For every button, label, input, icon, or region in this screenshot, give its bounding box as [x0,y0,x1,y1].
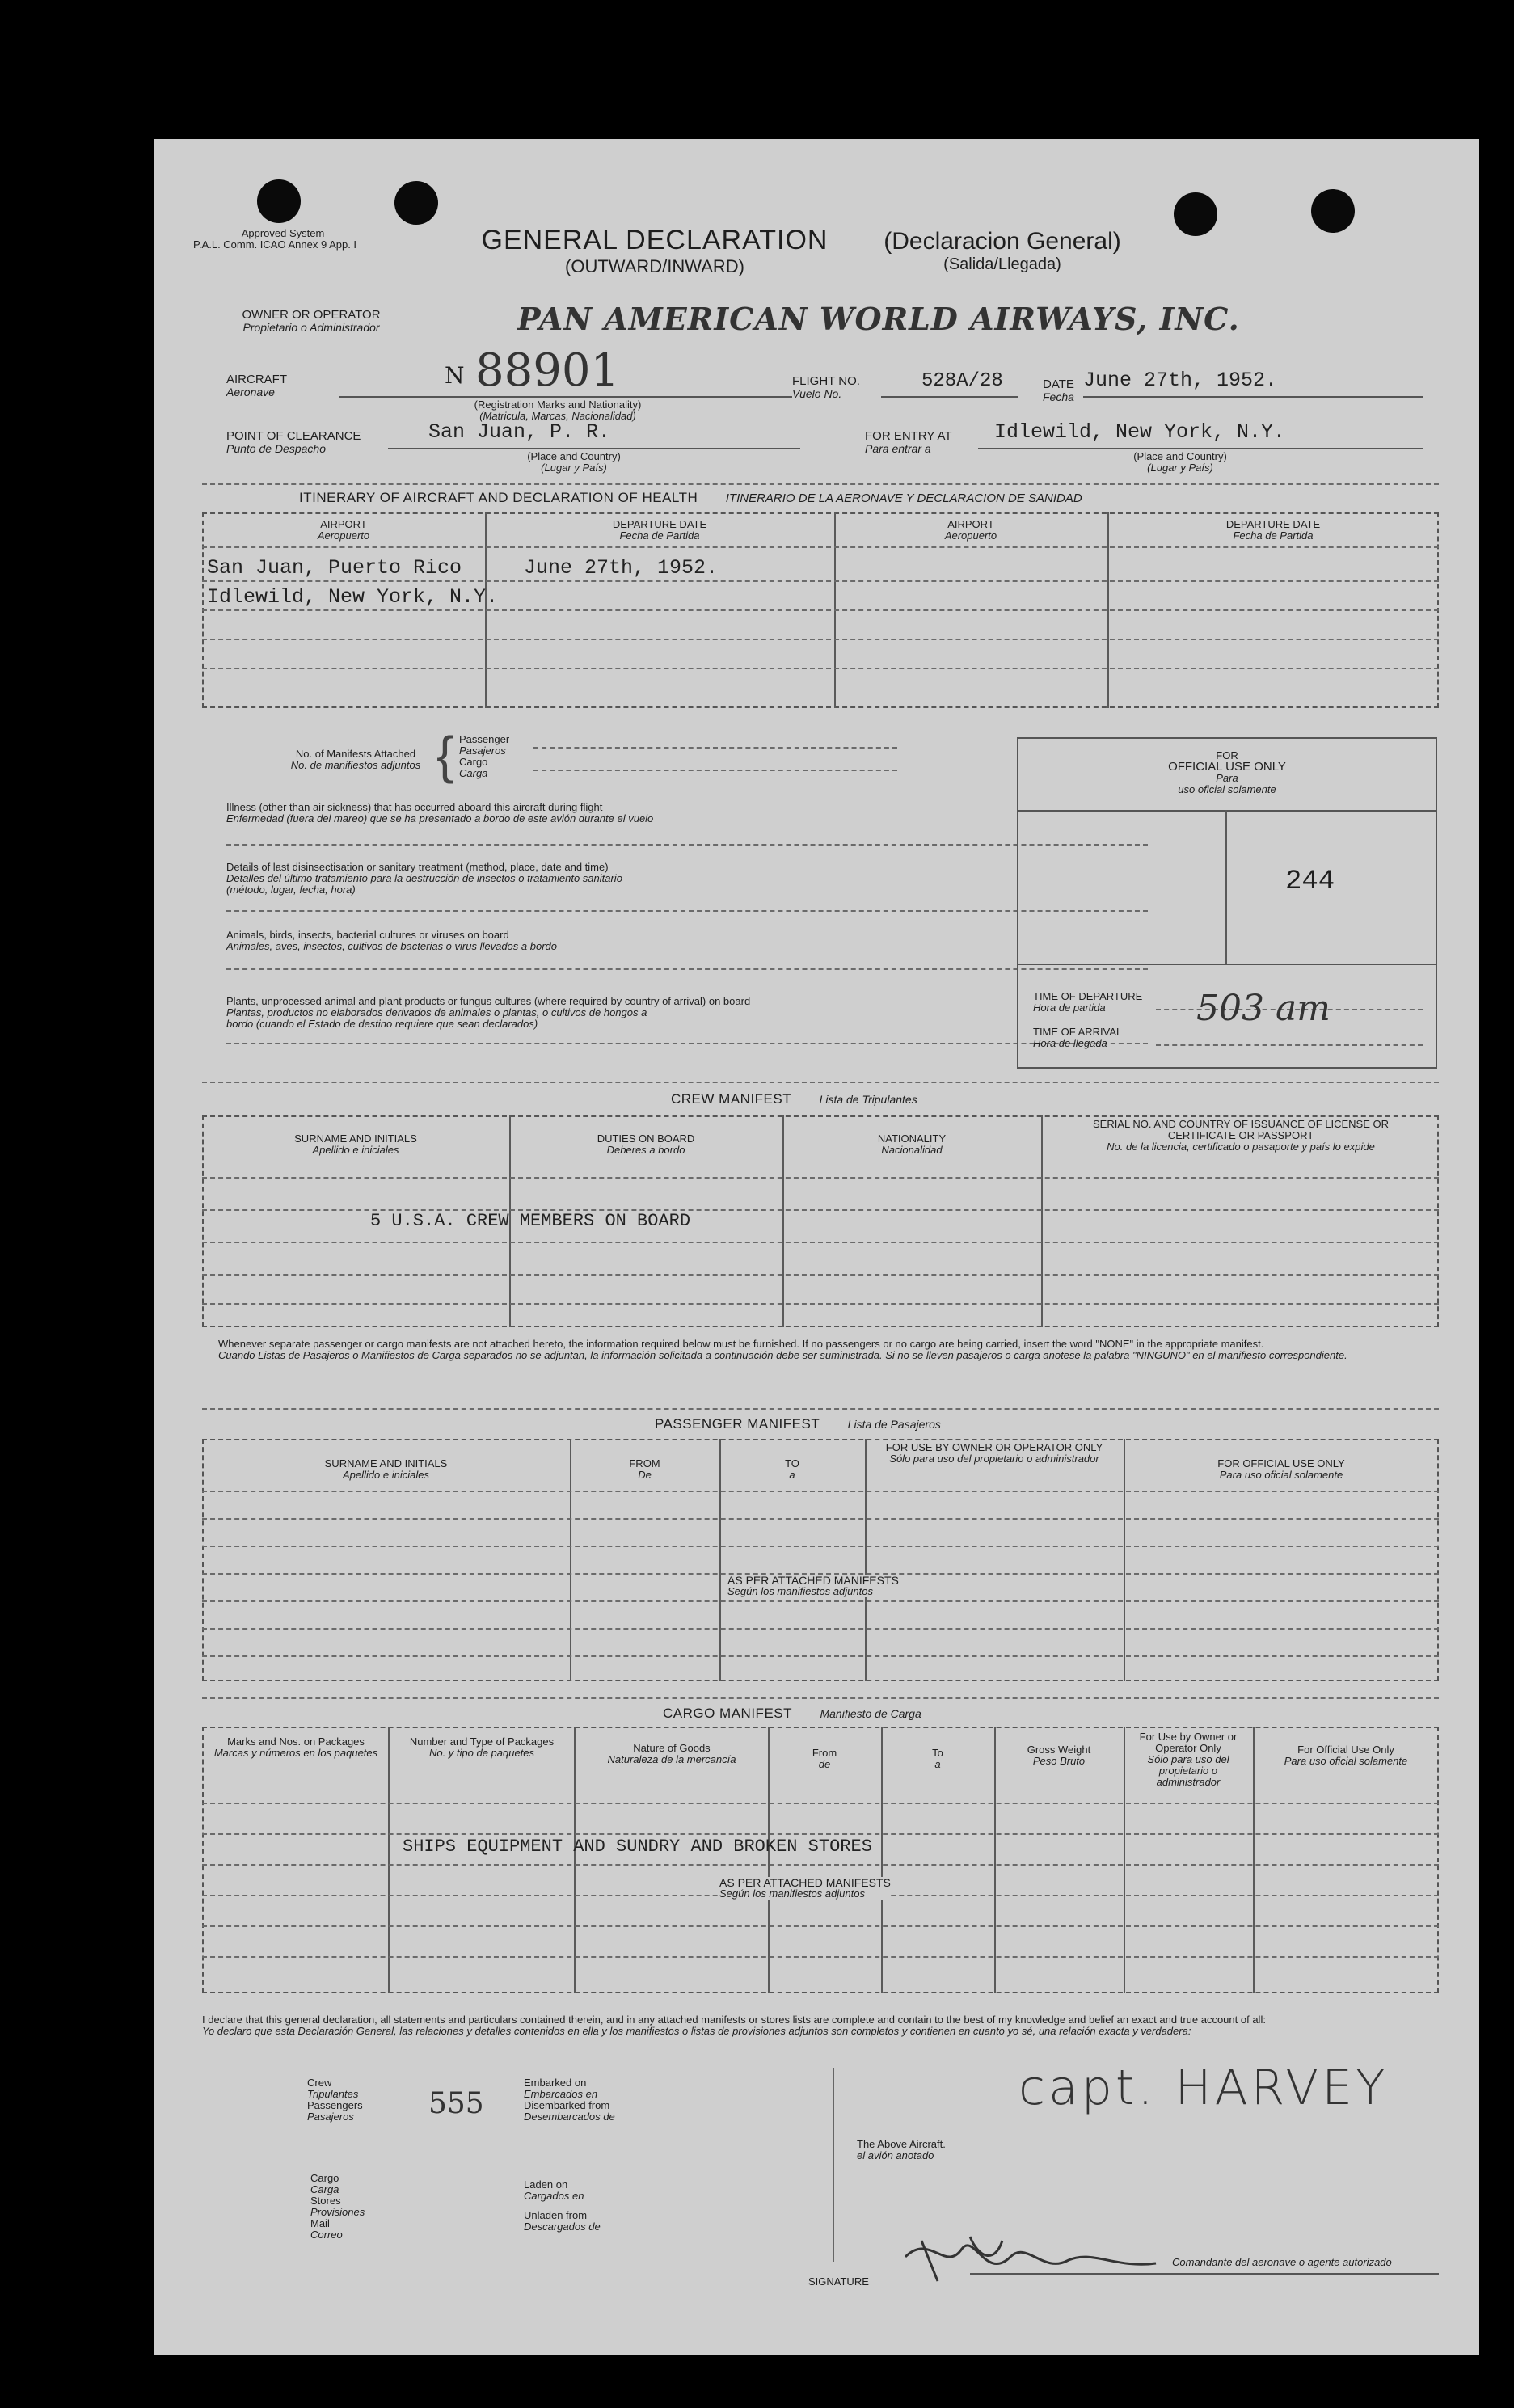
manifest-cargo: Cargo [459,756,488,768]
aircraft-registration: 88901 [475,344,620,397]
cargo-entry: SHIPS EQUIPMENT AND SUNDRY AND BROKEN STORES [403,1837,872,1857]
illness-rule [226,844,1148,846]
clearance-caption [493,451,655,474]
decl-crew: Crew [307,2077,332,2089]
registration-caption [428,399,687,422]
clearance-label-es: Punto de Despacho [226,442,326,455]
departure-time-es: Hora de partida [1033,1002,1106,1014]
cargo-h5-en: To [932,1747,943,1759]
decl-passengers-es: Pasajeros [307,2111,354,2123]
manifests-label-en: No. of Manifests Attached [295,748,416,760]
cargo-h3-en: Nature of Goods [633,1742,711,1754]
notice-en: Whenever separate passenger or cargo manifests are not attached hereto, the information required below must be furnished. If no passengers or no cargo are being carried, insert the word "NONE" in the appropriate manifest. [218,1338,1264,1350]
cargo-h-marks [207,1736,385,1759]
decl-passengers: Passengers [307,2099,363,2111]
crew-h3-es: Nacionalidad [881,1144,943,1156]
manifests-types [459,734,509,779]
flight-label-es: Vuelo No. [792,387,842,400]
pax-h1-en: SURNAME AND INITIALS [324,1457,448,1470]
plants-rule [226,1043,1148,1044]
pax-row-rule-1 [202,1491,1439,1492]
pax-h-to [719,1458,865,1481]
pax-h4-es: Sólo para uso del propietario o administrador [889,1453,1099,1465]
clearance-caption-en: (Place and Country) [527,450,621,462]
cargo-title [663,1706,921,1722]
passenger-title-es: Lista de Pasajeros [847,1418,941,1431]
clearance-caption-es: (Lugar y País) [541,462,607,474]
official-title-es-2: uso oficial solamente [1178,783,1276,795]
cargo-row-rule-2 [202,1833,1439,1835]
declaration-text [202,2014,1439,2037]
itin-row1-date: June 27th, 1952. [524,556,719,580]
pax-row-rule-7 [202,1655,1439,1657]
departure-time-label [1033,991,1142,1014]
itin-h2-es: Fecha de Partida [619,529,700,542]
cargo-col-6 [1124,1727,1125,1993]
form-title-es [849,228,1156,274]
cargo-title-es: Manifiesto de Carga [820,1707,921,1720]
declaration-embark [524,2077,615,2123]
cargo-h-owner [1127,1731,1250,1788]
cargo-h2-es: No. y tipo de paquetes [428,1747,535,1759]
cargo-h1-es: Marcas y números en los paquetes [213,1747,378,1759]
decl-unladen: Unladen from [524,2209,588,2221]
pax-row-rule-5 [202,1600,1439,1602]
declaration-bracket [833,2068,842,2262]
crew-h2-en: DUTIES ON BOARD [597,1132,695,1145]
animals-rule [226,968,1148,970]
manifest-passenger-es: Pasajeros [459,744,506,757]
itin-h2-en: DEPARTURE DATE [612,518,707,530]
decl-crew-es: Tripulantes [307,2088,359,2100]
pax-col-3 [865,1439,867,1681]
passenger-top-rule [202,1408,1439,1410]
cargo-h7-es: Sólo para uso del propietario o administrador [1147,1753,1229,1788]
aircraft-prefix: N [445,362,465,389]
crew-h-nationality [782,1133,1041,1156]
decl-stores: Stores [310,2195,341,2207]
flight-label-en: FLIGHT NO. [792,374,860,388]
itin-h4-es: Fecha de Partida [1233,529,1314,542]
disinsect-text [226,862,954,896]
declaration-hand-number: 555 [428,2087,484,2120]
approved-system [192,227,364,251]
animals-text [226,930,954,952]
reg-caption-es: (Matricula, Marcas, Nacionalidad) [479,410,636,422]
title-es-sub: (Salida/Llegada) [943,255,1061,273]
notice-es: Cuando Listas de Pasajeros o Manifiestos de Carga separados no se adjuntan, la información solicitada a continuación debe ser suministrada. Si no se lleven pasajeros o carga anotese la palabra "NINGUNO" en el manifiesto correspondiente. [218,1349,1347,1361]
manifests-rule-2 [533,770,897,771]
crew-h4-es: No. de la licencia, certificado o pasaporte y país lo expide [1107,1141,1375,1153]
itin-row-rule-2 [202,609,1439,611]
crew-row-rule-3 [202,1242,1439,1243]
aircraft-label-en: AIRCRAFT [226,373,287,386]
animals-en: Animals, birds, insects, bacterial cultures or viruses on board [226,929,509,941]
itinerary-title [299,490,1082,506]
pax-row-rule-6 [202,1628,1439,1630]
itin-h-airport-2 [834,519,1107,542]
official-title-1: FOR [1216,749,1238,761]
crew-row-rule-4 [202,1274,1439,1276]
crew-title-es: Lista de Tripulantes [819,1093,917,1106]
decl-laden-es: Cargados en [524,2190,584,2202]
above-aircraft [857,2139,946,2161]
decl-embarked: Embarked on [524,2077,587,2089]
decl-disembarked: Disembarked from [524,2099,610,2111]
itinerary-header-rule [202,546,1439,548]
declaration-en: I declare that this general declaration, all statements and particulars contained therein, and in any attached manifests or stores lists are complete and contain to the best of my knowledge and belief an exact and true account of all: [202,2014,1266,2026]
pax-h5-es: Para uso oficial solamente [1219,1469,1343,1481]
crew-top-rule [202,1082,1439,1083]
decl-unladen-es: Descargados de [524,2220,601,2233]
itin-h1-es: Aeropuerto [317,529,370,542]
plants-en: Plants, unprocessed animal and plant products or fungus cultures (where required by country of arrival) on board [226,995,751,1007]
form-title [477,225,833,277]
decl-mail: Mail [310,2217,330,2229]
crew-h-duties [509,1133,782,1156]
pax-h-name [202,1458,570,1481]
itin-h-airport-1 [202,519,485,542]
cargo-h6-es: Peso Bruto [1032,1755,1086,1767]
cargo-row-rule-1 [202,1803,1439,1804]
cargo-col-7 [1253,1727,1255,1993]
cargo-h2-en: Number and Type of Packages [409,1735,555,1748]
official-title-2: OFFICIAL USE ONLY [1168,760,1286,774]
manifests-brace: { [436,726,454,784]
crew-h4-en: SERIAL NO. AND COUNTRY OF ISSUANCE OF LICENSE OR CERTIFICATE OR PASSPORT [1093,1118,1389,1141]
disinsect-es-2: (método, lugar, fecha, hora) [226,883,356,896]
cargo-col-2 [574,1727,576,1993]
crew-h-name [202,1133,509,1156]
owner-label-en: OWNER OR OPERATOR [242,308,381,322]
flight-label [792,375,860,400]
title-en: GENERAL DECLARATION [481,225,829,255]
reg-caption-en: (Registration Marks and Nationality) [474,399,642,411]
crew-h3-en: NATIONALITY [877,1132,947,1145]
itinerary-title-en: ITINERARY OF AIRCRAFT AND DECLARATION OF HEALTH [299,490,698,505]
itin-row1-airport: San Juan, Puerto Rico [207,556,462,580]
above-aircraft-es: el avión anotado [857,2149,934,2161]
notice-text [218,1339,1431,1361]
date-label [1043,378,1074,403]
pax-h2-en: FROM [629,1457,660,1470]
crew-h1-en: SURNAME AND INITIALS [294,1132,417,1145]
cargo-h-official [1256,1744,1436,1767]
crew-title [671,1091,917,1107]
arrival-time-value: 503 am [1196,988,1331,1029]
cargo-h-nature [579,1743,765,1765]
itin-h3-en: AIRPORT [947,518,994,530]
pax-h2-es: De [638,1469,652,1481]
aircraft-label [226,373,287,399]
entry-line [978,448,1423,449]
itinerary-title-es: ITINERARIO DE LA AERONAVE Y DECLARACION DE SANIDAD [725,491,1082,505]
punch-hole-right-1 [1174,192,1217,236]
passenger-title [655,1416,941,1432]
itin-h4-en: DEPARTURE DATE [1225,518,1321,530]
above-aircraft-en: The Above Aircraft. [857,2138,946,2150]
pax-attached-es: Según los manifiestos adjuntos [727,1585,873,1597]
crew-col-3 [1041,1115,1043,1327]
itin-row-rule-1 [202,580,1439,582]
pax-h-from [570,1458,719,1481]
cargo-attached-es: Según los manifiestos adjuntos [719,1887,865,1900]
crew-row-rule-5 [202,1303,1439,1305]
cargo-h1-en: Marks and Nos. on Packages [227,1735,365,1748]
itin-h1-en: AIRPORT [320,518,367,530]
declaration-crew-pax [307,2077,363,2123]
punch-hole-right-2 [1311,189,1355,233]
owner-label-es: Propietario o Administrador [242,321,380,334]
pax-attached [727,1575,899,1597]
cargo-h7-en: For Use by Owner or Operator Only [1139,1731,1238,1754]
official-inner-bottom [1017,964,1437,965]
signature-line [970,2273,1439,2275]
departure-time-en: TIME OF DEPARTURE [1033,990,1143,1002]
declaration-es: Yo declaro que esta Declaración General, las relaciones y detalles contenidos en ella y los manifiestos o listas de provisiones adjuntos son completos y contienen en cuanto yo sé, una relación exacta y verdadera: [202,2025,1191,2037]
cargo-h5-es: a [934,1758,941,1770]
date-label-es: Fecha [1043,390,1074,403]
punch-hole-left-2 [394,181,438,225]
entry-value: Idlewild, New York, N.Y. [994,420,1286,444]
decl-cargo-es: Carga [310,2183,339,2195]
pax-h-owner [873,1442,1115,1465]
entry-caption-es: (Lugar y País) [1147,462,1213,474]
cargo-h3-es: Naturaleza de la mercancía [607,1753,736,1765]
entry-label-en: FOR ENTRY AT [865,429,952,443]
decl-cargo: Cargo [310,2172,339,2184]
date-line [1083,396,1423,398]
captain-name: capt. HARVEY [1018,2060,1389,2116]
aircraft-label-es: Aeronave [226,386,275,399]
illness-text [226,802,954,824]
crew-title-en: CREW MANIFEST [671,1091,792,1107]
signature-label: SIGNATURE [808,2275,869,2288]
arrival-time-rule [1156,1044,1423,1046]
title-es: (Declaracion General) [884,228,1121,255]
disinsect-en: Details of last disinsectisation or sanitary treatment (method, place, date and time) [226,861,609,873]
approved-line-1: Approved System [241,227,325,239]
cargo-row-rule-5 [202,1925,1439,1927]
disinsect-rule [226,910,1148,912]
crew-entry: 5 U.S.A. CREW MEMBERS ON BOARD [370,1211,691,1231]
cargo-h-from [768,1748,881,1770]
cargo-h-weight [994,1744,1124,1767]
pax-h3-en: TO [785,1457,799,1470]
pax-h4-en: FOR USE BY OWNER OR OPERATOR ONLY [885,1441,1103,1453]
decl-embarked-es: Embarcados en [524,2088,598,2100]
clearance-line [388,448,800,449]
official-inner-top [1017,810,1437,812]
arrival-time-label [1033,1027,1122,1049]
cargo-top-rule [202,1697,1439,1699]
itin-h-date-1 [485,519,834,542]
illness-es: Enfermedad (fuera del mareo) que se ha presentado a bordo de este avión durante el vuelo [226,812,654,824]
official-use-title [1017,750,1437,795]
date-label-en: DATE [1043,377,1074,391]
official-number: 244 [1285,867,1335,897]
cargo-h8-es: Para uso oficial solamente [1284,1755,1408,1767]
cargo-h4-es: de [818,1758,831,1770]
animals-es: Animales, aves, insectos, cultivos de bacterias o virus llevados a bordo [226,940,557,952]
owner-value: PAN AMERICAN WORLD AIRWAYS, INC. [517,301,1240,337]
entry-caption-en: (Place and Country) [1133,450,1227,462]
signature-mark [897,2225,1172,2289]
cargo-row-rule-6 [202,1956,1439,1958]
itin-row-rule-4 [202,668,1439,669]
official-title-es-1: Para [1216,772,1238,784]
cargo-h8-en: For Official Use Only [1297,1744,1394,1756]
official-inner-divider [1225,810,1227,964]
crew-h1-es: Apellido e iniciales [312,1144,399,1156]
passenger-title-en: PASSENGER MANIFEST [655,1416,820,1432]
flight-number: 528A/28 [921,370,1003,392]
crew-h2-es: Deberes a bordo [606,1144,685,1156]
clearance-label-en: POINT OF CLEARANCE [226,429,361,443]
declaration-laden [524,2179,601,2233]
pax-h-official [1124,1458,1439,1481]
pax-h3-es: a [789,1469,795,1481]
pax-h5-en: FOR OFFICIAL USE ONLY [1217,1457,1345,1470]
pax-h1-es: Apellido e iniciales [343,1469,429,1481]
manifest-passenger: Passenger [459,733,510,745]
approved-line-2: P.A.L. Comm. ICAO Annex 9 App. I [192,238,357,251]
date-value: June 27th, 1952. [1083,369,1278,392]
entry-caption [1091,451,1269,474]
cargo-h-number [393,1736,571,1759]
entry-label [865,430,952,455]
itin-h3-es: Aeropuerto [944,529,997,542]
itin-h-date-2 [1107,519,1439,542]
cargo-title-en: CARGO MANIFEST [663,1706,793,1721]
entry-label-es: Para entrar a [865,442,931,455]
decl-laden: Laden on [524,2178,568,2191]
cargo-attached [719,1877,891,1900]
manifest-cargo-es: Carga [459,767,488,779]
crew-row-rule-1 [202,1177,1439,1179]
commander-label: Comandante del aeronave o agente autorizado [1172,2256,1392,2268]
crew-h-license [1059,1119,1423,1153]
declaration-cargo-group [310,2173,365,2241]
manifests-label-es: No. de manifiestos adjuntos [290,759,421,771]
cargo-h4-en: From [812,1747,837,1759]
decl-disembarked-es: Desembarcados de [524,2111,615,2123]
clearance-label [226,430,361,455]
cargo-h6-en: Gross Weight [1027,1744,1091,1756]
general-declaration-form [154,139,1479,2355]
decl-mail-es: Correo [310,2229,343,2241]
decl-stores-es: Provisiones [310,2206,365,2218]
clearance-value: San Juan, P. R. [428,420,611,444]
pax-row-rule-2 [202,1518,1439,1520]
arrival-time-en: TIME OF ARRIVAL [1033,1026,1123,1038]
illness-en: Illness (other than air sickness) that has occurred aboard this aircraft during flight [226,801,603,813]
itin-row2-airport: Idlewild, New York, N.Y. [207,585,499,609]
plants-es: Plantas, productos no elaborados derivados de animales o plantas, o cultivos de hongos a [226,1006,647,1018]
title-en-sub: (OUTWARD/INWARD) [565,256,744,276]
itinerary-top-rule [202,483,1439,485]
punch-hole-left-1 [257,179,301,223]
itin-row-rule-3 [202,639,1439,640]
cargo-row-rule-3 [202,1864,1439,1866]
cargo-col-1 [388,1727,390,1993]
pax-attached-en: AS PER ATTACHED MANIFESTS [727,1574,899,1587]
plants-text [226,996,1099,1030]
plants-es-2: bordo (cuando el Estado de destino requiere que sean declarados) [226,1018,538,1030]
cargo-h-to [881,1748,994,1770]
disinsect-es: Detalles del último tratamiento para la destrucción de insectos o tratamiento sanitario [226,872,622,884]
flight-line [881,396,1018,398]
cargo-attached-en: AS PER ATTACHED MANIFESTS [719,1876,891,1889]
arrival-time-es: Hora de llegada [1033,1037,1107,1049]
owner-label [210,309,412,334]
pax-row-rule-3 [202,1546,1439,1547]
manifests-rule-1 [533,747,897,749]
